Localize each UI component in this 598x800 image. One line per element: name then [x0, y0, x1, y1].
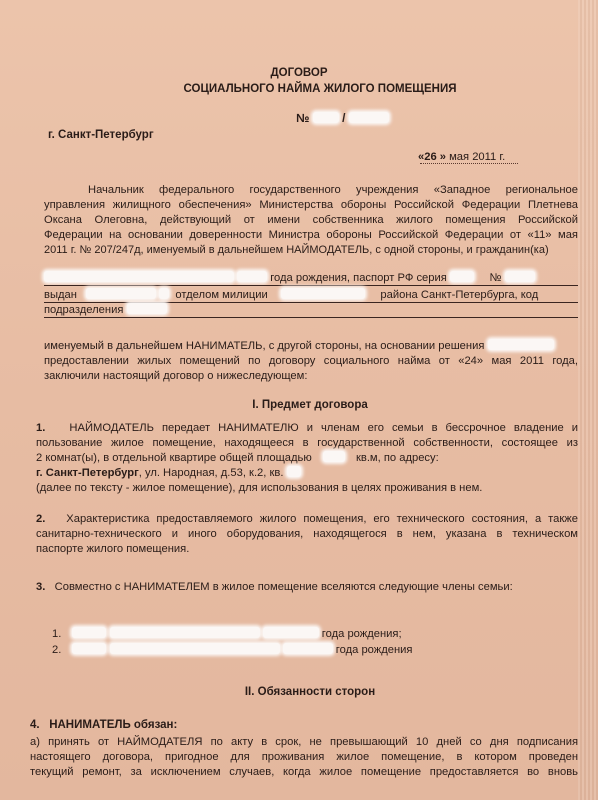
tenant-line-3: заключили настоящий договор о нижеследующем:: [44, 370, 308, 382]
number-slash: /: [342, 111, 346, 125]
family-member-2: [52, 643, 413, 658]
redaction-mark: [159, 288, 169, 299]
redaction-mark: [287, 466, 301, 477]
redaction-mark: [110, 643, 280, 654]
date-underline: [420, 163, 518, 164]
clause-number: 3.: [36, 581, 46, 593]
family-member-1: [52, 627, 402, 642]
section-2-heading: II. Обязанности сторон: [244, 686, 376, 698]
clause-4a-line-3: текущий ремонт, за исключением случаев, когда жилое помещение предоставляется во вновь: [30, 766, 578, 778]
preamble-line-6: [44, 271, 535, 286]
clause-2-line-1: [36, 512, 578, 527]
city-bold: г. Санкт-Петербург: [36, 467, 139, 479]
section-1-heading: I. Предмет договора: [252, 399, 368, 411]
tenant-line-1: [44, 339, 554, 354]
clause-2-line-3: паспорте жилого помещения.: [36, 543, 190, 555]
redaction-mark: [72, 643, 106, 654]
redaction-mark: [281, 288, 365, 299]
preamble-line-7: [44, 288, 538, 303]
clause-text: НАЙМОДАТЕЛЬ передает НАНИМАТЕЛЮ и членам его семьи в бессрочное владение и: [69, 422, 578, 434]
contract-number: [296, 111, 389, 126]
preamble-line: Федерации на основании доверенности Министра обороны Российской Федерации от «11» мая: [44, 229, 578, 241]
date-rest: мая 2011 г.: [449, 151, 506, 163]
redaction-mark: [72, 627, 106, 638]
document-subtitle: СОЦИАЛЬНОГО НАЙМА ЖИЛОГО ПОМЕЩЕНИЯ: [183, 83, 457, 95]
underline: [44, 285, 578, 286]
redaction-mark: [488, 339, 554, 350]
clause-4a-line-1: а) принять от НАЙМОДАТЕЛЯ по акту в срок, не превышающий 10 дней со дня подписания: [30, 736, 578, 748]
passport-number-sign: №: [489, 272, 502, 284]
redaction-mark: [313, 112, 339, 123]
member-number: 1.: [52, 628, 62, 640]
district-text: района Санкт-Петербурга, код: [380, 289, 539, 301]
clause-text: кв.м, по адресу:: [355, 452, 439, 464]
member-suffix: года рождения;: [321, 628, 402, 640]
redaction-mark: [44, 271, 234, 282]
clause-title: НАНИМАТЕЛЬ обязан:: [49, 719, 178, 731]
clause-4-title: [30, 718, 177, 733]
redaction-mark: [323, 451, 345, 462]
preamble-line: управления жилищного обеспечения» Министерства обороны Российской Федерации Плетнева: [44, 199, 578, 211]
clause-4a-line-2: настоящего договора, пригодное для проживания жилое помещение, в котором проведен: [30, 751, 578, 763]
issued-text: выдан: [44, 289, 77, 301]
clause-1-line-4: [36, 466, 301, 481]
redaction-mark: [283, 643, 333, 654]
redaction-mark: [127, 303, 167, 314]
preamble-line: Начальник федерального государственного учреждения «Западное региональное: [88, 184, 578, 196]
preamble-line-8: [44, 303, 167, 318]
clause-number: 1.: [36, 422, 46, 434]
clause-1-line-1: [36, 421, 578, 436]
redaction-mark: [237, 271, 267, 282]
address-text: , ул. Народная, д.53, к.2, кв.: [138, 467, 284, 479]
clause-1-line-3: [36, 451, 439, 466]
clause-text: Характеристика предоставляемого жилого помещения, его технического состояния, а также: [66, 513, 578, 525]
clause-number: 2.: [36, 513, 46, 525]
preamble-line: 2011 г. № 207/247д, именуемый в дальнейшем НАЙМОДАТЕЛЬ, с одной стороны, и гражданин(ка): [44, 244, 549, 256]
scan-edge: [578, 0, 598, 800]
redaction-mark: [86, 288, 156, 299]
birth-passport-text: года рождения, паспорт РФ серия: [270, 272, 447, 284]
preamble-line: Оксана Олеговна, действующий от имени собственника жилого помещения Российской: [44, 214, 578, 226]
police-dept-text: отделом милиции: [175, 289, 268, 301]
tenant-line-2: предоставлении жилых помещений по договору социального найма от «24» мая 2011 года,: [44, 355, 578, 367]
contract-place: г. Санкт-Петербург: [48, 129, 154, 141]
redaction-mark: [110, 627, 260, 638]
redaction-mark: [505, 271, 535, 282]
redaction-mark: [349, 112, 389, 123]
clause-1-line-5: (далее по тексту - жилое помещение), для использования в целях проживания в нем.: [36, 482, 483, 494]
clause-1-line-2: пользование жилое помещение, находящееся в государственной собственности, состоящее из: [36, 437, 578, 449]
tenant-text: именуемый в дальнейшем НАНИМАТЕЛЬ, с другой стороны, на основании решения: [44, 340, 485, 352]
date-day: «26 »: [418, 151, 446, 163]
clause-text: Совместно с НАНИМАТЕЛЕМ в жилое помещение вселяются следующие члены семьи:: [54, 581, 513, 593]
redaction-mark: [450, 271, 474, 282]
member-suffix: года рождения: [335, 644, 413, 656]
clause-3-line-1: [36, 580, 513, 595]
clause-2-line-2: санитарно-технического и иного оборудования, находящегося в нем, указана в техническом: [36, 528, 578, 540]
subdivision-text: подразделения: [44, 304, 124, 316]
clause-number: 4.: [30, 719, 40, 731]
document-title: ДОГОВОР: [270, 67, 328, 79]
underline: [44, 317, 578, 318]
number-sign: №: [296, 111, 310, 125]
redaction-mark: [263, 627, 319, 638]
member-number: 2.: [52, 644, 62, 656]
clause-text: 2 комнат(ы), в отдельной квартире общей площадью: [36, 452, 312, 464]
